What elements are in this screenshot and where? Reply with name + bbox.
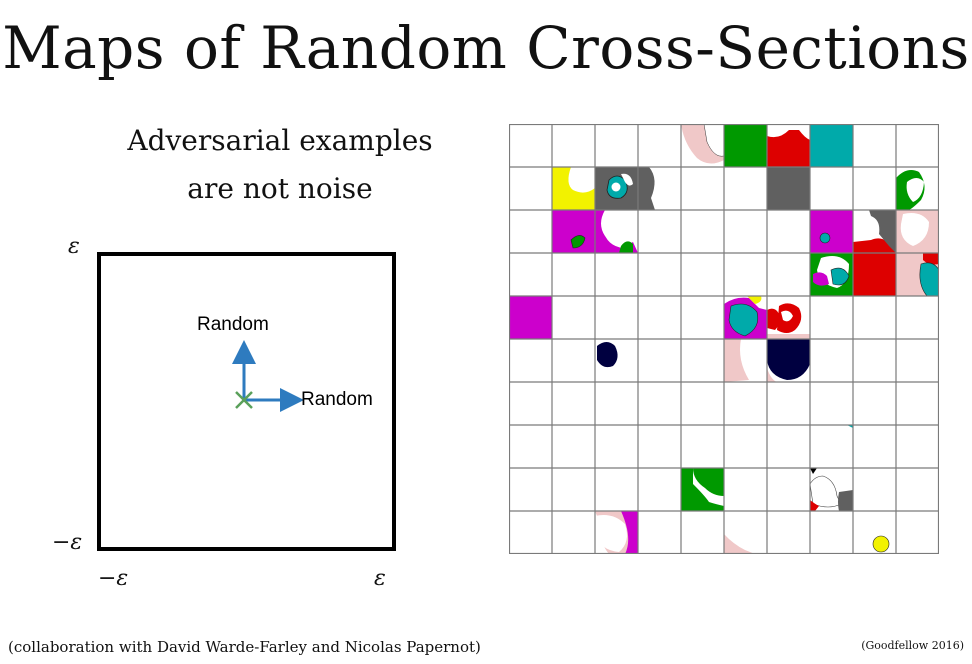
neg-epsilon-x-label: −ε — [98, 566, 129, 591]
collaboration-credit: (collaboration with David Warde-Farley and Nicolas Papernot) — [8, 638, 481, 656]
neg-epsilon-y-label: −ε — [52, 530, 83, 555]
epsilon-right-label: ε — [374, 566, 386, 591]
epsilon-top-label: ε — [68, 234, 80, 259]
arrow-up-label: Random — [197, 314, 269, 335]
arrow-right-label: Random — [301, 389, 373, 410]
author-citation: (Goodfellow 2016) — [861, 639, 964, 652]
subtitle-line-1: Adversarial examples — [127, 124, 433, 157]
slide-title: Maps of Random Cross-Sections — [2, 14, 970, 82]
subtitle-line-2: are not noise — [187, 172, 373, 205]
cross-section-grid — [509, 124, 939, 554]
